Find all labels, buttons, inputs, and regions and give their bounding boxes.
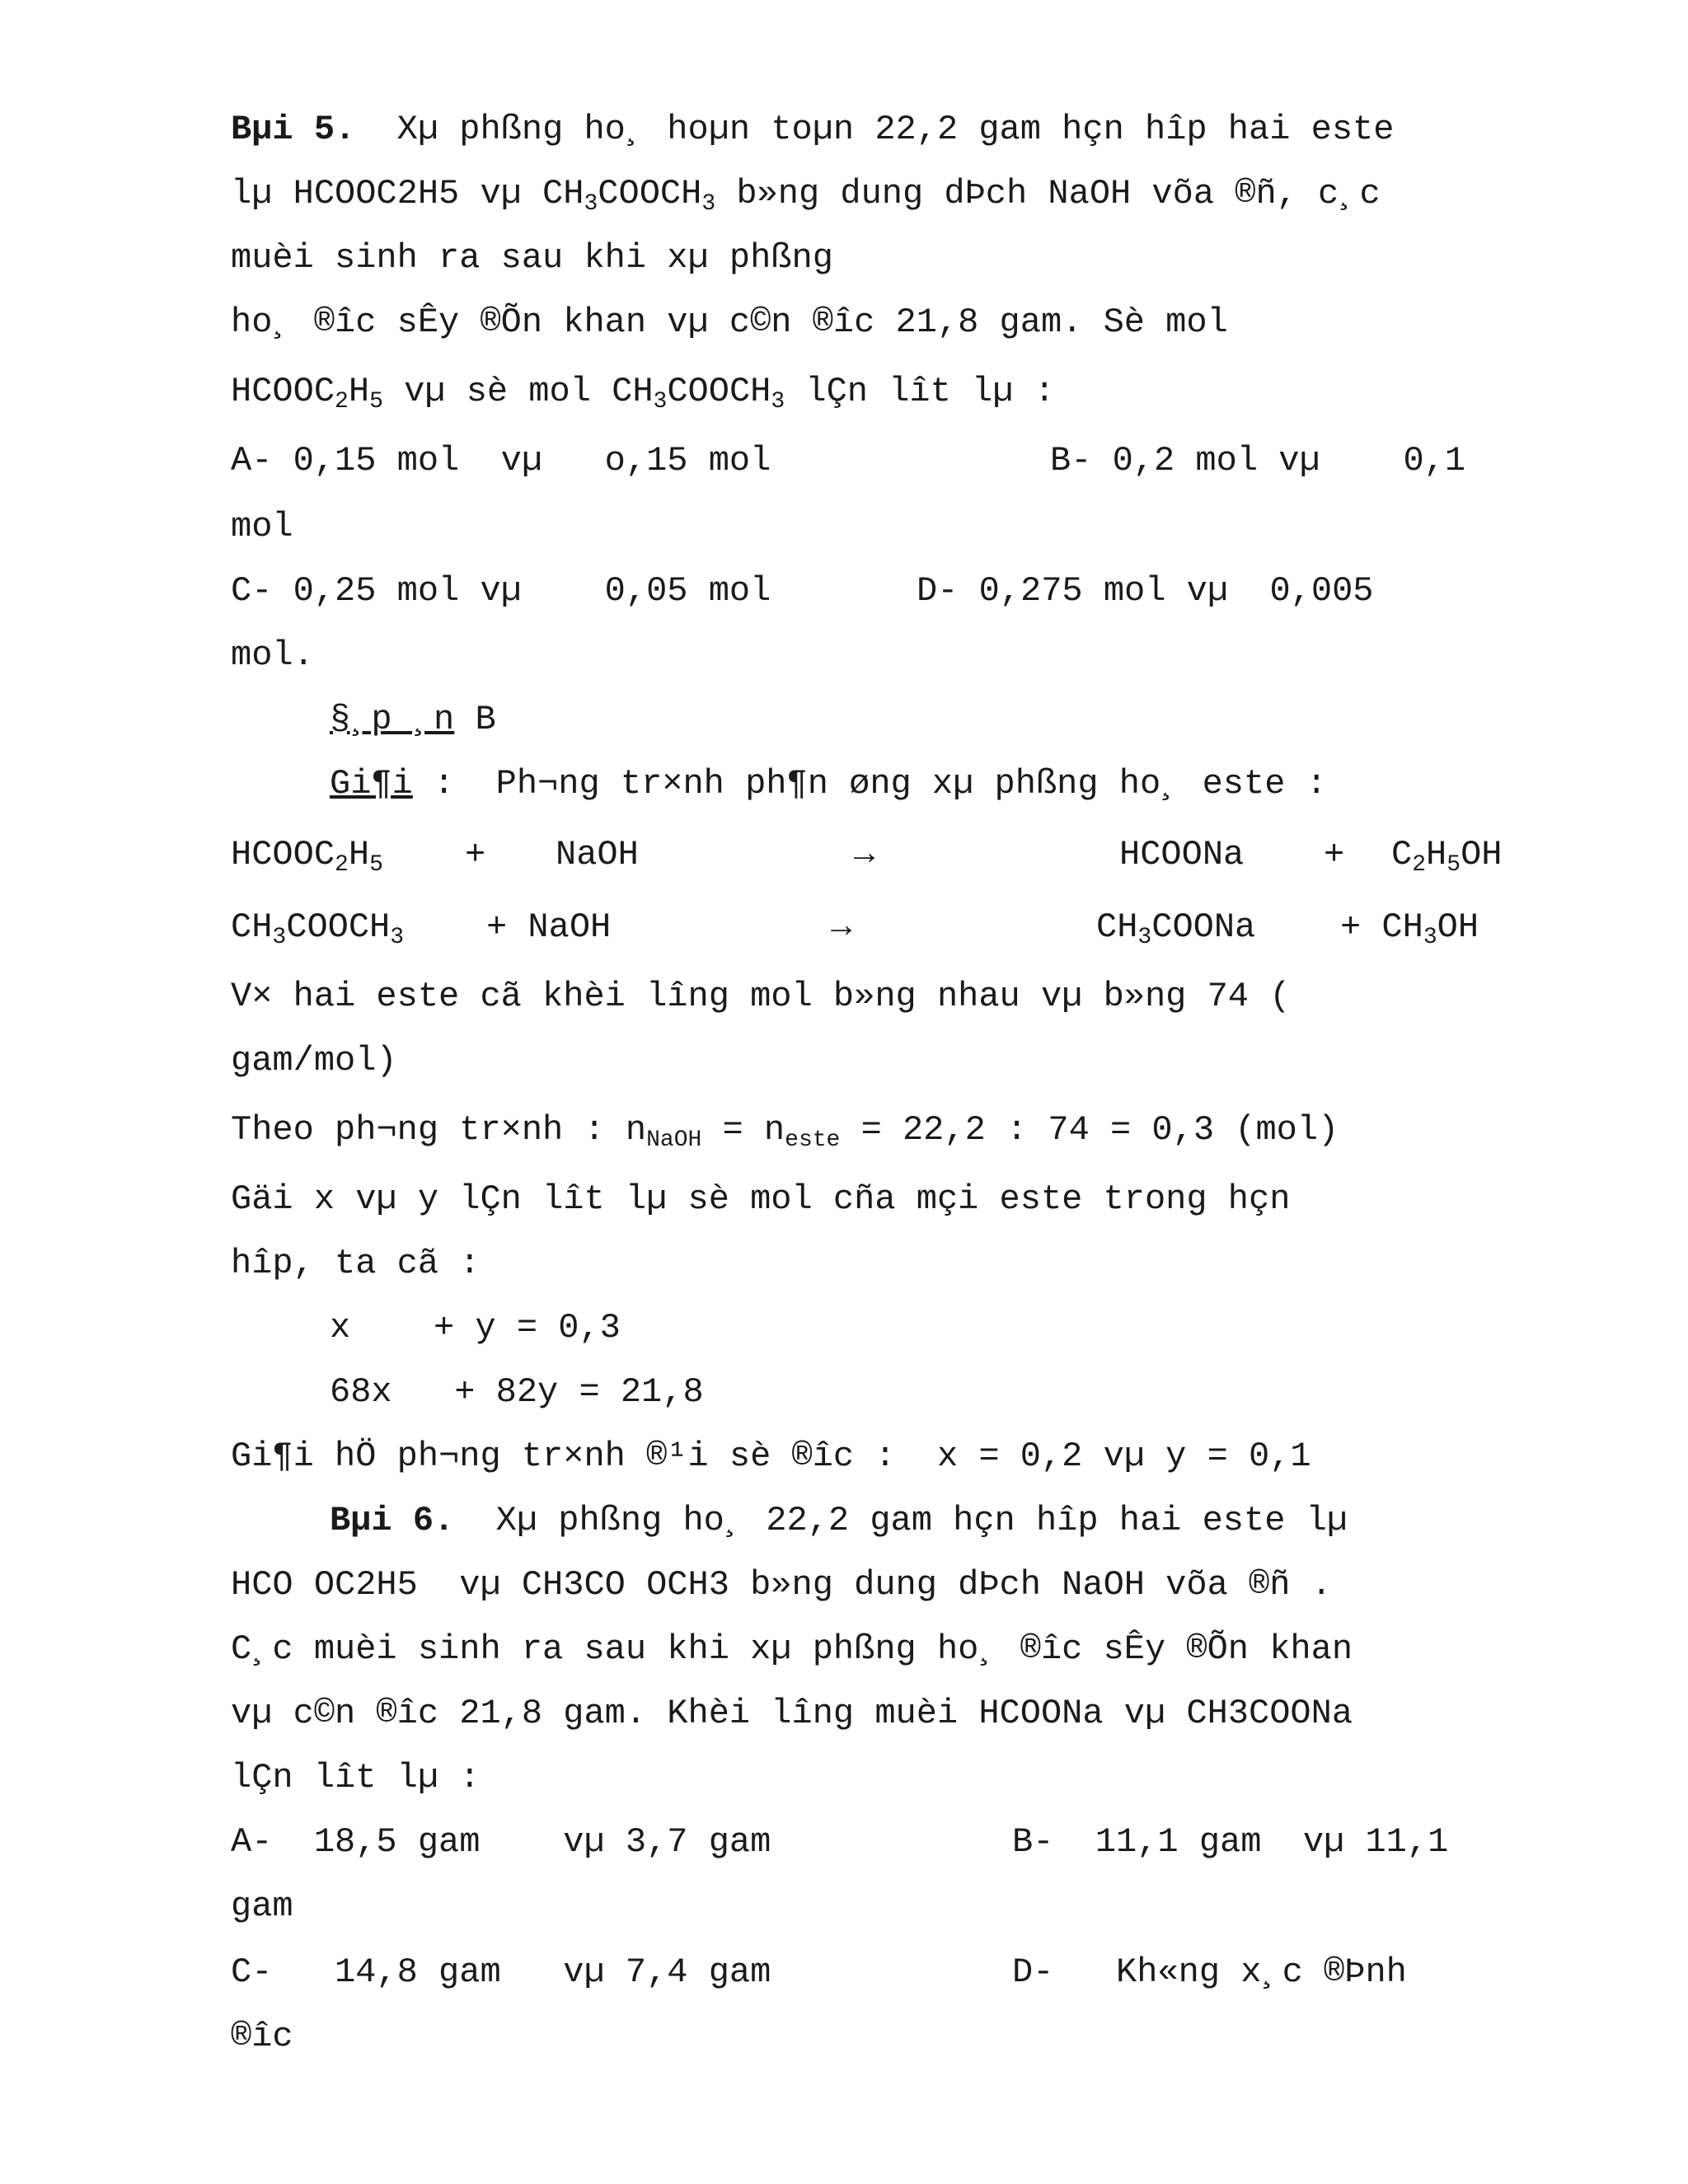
- reaction-2-product-1: $CH_3COONa$: [1096, 907, 1256, 950]
- q5-result: Gi¶i hÖ ph¬ng tr×nh ®¹i sè ®îc : x = 0,2 vµ y = 0,1: [231, 1436, 1311, 1476]
- q5-molar-mass-line-1: V× hai este cã khèi lîng mol b»ng nhau vµ b»ng 74 (: [231, 977, 1291, 1016]
- q5-equation-1: x + y = 0,3: [330, 1308, 621, 1347]
- q5-line-3: muèi sinh ra sau khi xµ phßng: [231, 238, 833, 278]
- q6-option-b-cont: gam: [231, 1886, 293, 1926]
- reaction-1-arrow: →: [854, 835, 875, 874]
- q5-equation-2: 68x + 82y = 21,8: [330, 1372, 704, 1412]
- reaction-1-product-2: $C_2H_5OH$: [1391, 835, 1503, 878]
- q6-label: Bµi 6.: [330, 1501, 455, 1540]
- q5-molar-mass-line-2: gam/mol): [231, 1041, 397, 1080]
- q6-line-4: vµ c©n ®îc 21,8 gam. Khèi lîng muèi HCOONa vµ CH3COONa: [231, 1694, 1353, 1733]
- reaction-1-product-1: HCOONa: [1119, 835, 1245, 874]
- q5-label: Bµi 5.: [231, 110, 356, 149]
- q5-option-a: A- 0,15 mol vµ o,15 mol: [231, 441, 771, 480]
- q5-answer: §¸p ¸n B: [330, 700, 496, 739]
- q6-line-2: HCO OC2H5 vµ CH3CO OCH3 b»ng dung dÞch NaOH võa ®ñ .: [231, 1565, 1332, 1605]
- q5-moles-line: Theo ph¬ng tr×nh : $n_{NaOH} = n_{este} = 22,2$ : 74 = 0,3 (mol): [231, 1110, 1339, 1153]
- q6-option-d: D- Kh«ng x¸c ®Þnh: [1012, 1952, 1407, 1992]
- q5-line-1: Bµi 5. Xµ phßng ho¸ hoµn toµn 22,2 gam hçn hîp hai este: [231, 110, 1395, 149]
- reaction-2-product-2: + $CH_3OH$: [1340, 907, 1479, 950]
- q6-option-a: A- 18,5 gam vµ 3,7 gam: [231, 1822, 771, 1862]
- reaction-1-plus-2: +: [1324, 835, 1345, 874]
- q5-option-b: B- 0,2 mol vµ 0,1: [1050, 441, 1466, 480]
- q5-let-line-1: Gäi x vµ y lÇn lît lµ sè mol cña mçi este trong hçn: [231, 1179, 1291, 1219]
- reaction-1-naoh: NaOH: [556, 835, 639, 874]
- q5-solution-intro: Gi¶i : Ph¬ng tr×nh ph¶n øng xµ phßng ho¸ este :: [330, 764, 1327, 804]
- q5-option-d-cont: mol.: [231, 635, 314, 675]
- q5-option-c: C- 0,25 mol vµ 0,05 mol: [231, 571, 771, 611]
- q6-line-5: lÇn lît lµ :: [231, 1758, 481, 1797]
- q6-option-b: B- 11,1 gam vµ 11,1: [1012, 1822, 1449, 1862]
- reaction-1-plus: +: [465, 835, 486, 874]
- q5-line-2: lµ HCOOC2H5 vµ $CH_3COOCH_3$ b»ng dung dÞch NaOH võa ®ñ, c¸c: [231, 174, 1381, 217]
- q5-line-4: ho¸ ®îc sÊy ®Õn khan vµ c©n ®îc 21,8 gam. Sè mol: [231, 302, 1228, 342]
- q6-line-1: Bµi 6. Xµ phßng ho¸ 22,2 gam hçn hîp hai este lµ: [330, 1501, 1348, 1540]
- q5-line-5: $HCOOC_2H_5$ vµ sè mol $CH_3COOCH_3$ lÇn lît lµ :: [231, 372, 1055, 415]
- q6-option-c: C- 14,8 gam vµ 7,4 gam: [231, 1952, 771, 1992]
- reaction-2-reactant: $CH_3COOCH_3$: [231, 907, 405, 950]
- q5-let-line-2: hîp, ta cã :: [231, 1244, 481, 1283]
- reaction-2-arrow: →: [831, 907, 852, 947]
- q5-option-b-cont: mol: [231, 507, 293, 546]
- reaction-2-naoh: + NaOH: [486, 907, 612, 947]
- q5-option-d: D- 0,275 mol vµ 0,005: [917, 571, 1374, 611]
- q6-line-3: C¸c muèi sinh ra sau khi xµ phßng ho¸ ®îc sÊy ®Õn khan: [231, 1629, 1353, 1669]
- reaction-1-reactant: $HCOOC_2H_5$: [231, 835, 383, 878]
- q6-option-d-cont: ®îc: [231, 2017, 293, 2056]
